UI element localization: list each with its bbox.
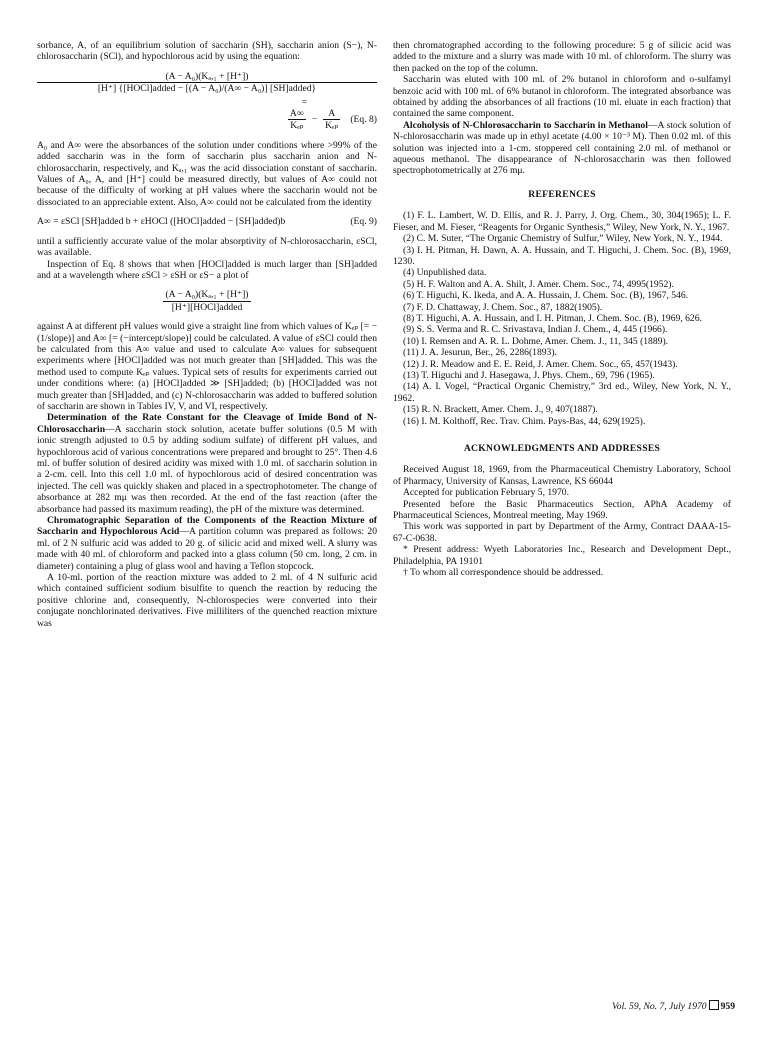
eq8-rhs2-num: A	[323, 108, 340, 120]
paragraph: until a sufficiently accurate value of the molar absorptivity of N-chlorosaccharin, εSCl, was available.	[37, 235, 377, 259]
reference-item: (6) T. Higuchi, K. Ikeda, and A. A. Hussain, J. Chem. Soc. (B), 1967, 546.	[403, 290, 689, 302]
equation-8	[37, 71, 377, 132]
eq8-label: (Eq. 8)	[350, 114, 377, 126]
right-column	[393, 40, 731, 578]
reference-item: (13) T. Higuchi and J. Hasegawa, J. Phys. Chem., 69, 796 (1965).	[403, 369, 655, 381]
reference-item: (14) A. I. Vogel, “Practical Organic Chemistry,” 3rd ed., Wiley, New York, N. Y., 1962.	[393, 381, 731, 404]
paragraph-body: —A saccharin stock solution, acetate buffer solutions (0.5 M with ionic strength adjusted to 0.5 by adding sodium sulfate) of different pH values, and hypochlorous acid of various concentrations were prepared and brought to 25°. Then 4.6 ml. of buffer solution of desired acidity was mixed with 1.0 ml. of saccharin solution in a 2-cm. cell. Into this cell 1.0 ml. of hypochlorous acid of desired concentration was injected. The cell was quickly shaken and placed in a spectrophotometer. The change of absorbance at 282 mμ was then recorded. At the end of the fast reaction (after the absorbance had passed its maximum reading), the pH of the mixture was determined.	[37, 423, 377, 515]
ack-item: Received August 18, 1969, from the Pharmaceutical Chemistry Laboratory, School of Pharmacy, University of Kansas, Lawrence, KS 66044	[393, 464, 731, 487]
eq8-numerator: (A − A₀)(Kₐ,₁ + [H⁺])	[37, 71, 377, 83]
paragraph: then chromatographed according to the following procedure: 5 g of silicic acid was added to the mixture and a slurry was made with 10 ml. of chloroform. The slurry was then packed on the top of the column.	[393, 40, 731, 74]
page-number: 959	[720, 1001, 735, 1012]
equation-plot	[37, 289, 377, 313]
eq8-rhs	[37, 97, 377, 108]
eq8-rhs-row	[37, 108, 377, 132]
eq9-body: A∞ = εSCl [SH]added b + εHOCl ([HOCl]added − [SH]added)b	[37, 216, 286, 228]
reference-item: (15) R. N. Brackett, Amer. Chem. J., 9, 407(1887).	[403, 404, 598, 416]
eq8-lhs-fraction	[37, 71, 377, 95]
eq8-rhs1-den: Kₑₚ	[290, 120, 304, 132]
eqplot-fraction	[163, 289, 250, 313]
reference-item: (11) J. A. Jesurun, Ber., 26, 2286(1893).	[403, 347, 557, 359]
reference-item: (8) T. Higuchi, A. A. Hussain, and I. H. Pitman, J. Chem. Soc. (B), 1969, 626.	[403, 312, 702, 324]
ack-item: † To whom all correspondence should be addressed.	[403, 567, 604, 579]
ack-item: This work was supported in part by Department of the Army, Contract DAAA-15-67-C-0638.	[393, 521, 731, 544]
paragraph: A₀ and A∞ were the absorbances of the solution under conditions where >99% of the added saccharin was in the form of saccharin plus saccharin anion and N-chlorosaccharin, respectively, and Kₐ,₁ was the acid dissociation constant of saccharin. Values of A₀, A, and [H⁺] could be measured directly, but values of A∞ could not because of the difficulty of working at pH values where the saccharin would not be dissociated to an appreciable extent. Also, A∞ could not be calculated from the identity	[37, 139, 377, 208]
reference-item: (10) I. Remsen and A. R. L. Dohme, Amer. Chem. J., 11, 345 (1889).	[403, 335, 669, 347]
left-column	[37, 40, 377, 629]
paragraph: A 10-ml. portion of the reaction mixture was added to 2 ml. of 4 N sulfuric acid which contained sufficient sodium bisulfite to quench the reaction by reducing the positive chlorine and, consequently, N-chlorospecies were converted into their conjugate nonchlorinated derivatives. Five milliliters of the quenched reaction mixture was	[37, 572, 377, 629]
paragraph	[37, 515, 377, 572]
reference-item: (5) H. F. Walton and A. A. Shilt, J. Amer. Chem. Soc., 74, 4995(1952).	[403, 278, 674, 290]
eq8-minus: −	[311, 114, 318, 126]
eq8-rhs-frac1	[288, 108, 306, 132]
eq8-rhs-frac2	[323, 108, 340, 132]
reference-item: (16) I. M. Kolthoff, Rec. Trav. Chim. Pays-Bas, 44, 629(1925).	[403, 415, 646, 427]
reference-item: (3) I. H. Pitman, H. Dawn, A. A. Hussain, and T. Higuchi, J. Chem. Soc. (B), 1969, 1230.	[393, 244, 731, 267]
references-list	[393, 210, 731, 427]
eq8-rhs1-num: A∞	[289, 108, 304, 120]
section-heading: Alcoholysis of N-Chlorosaccharin to Saccharin in Methanol	[403, 119, 648, 131]
reference-item: (4) Unpublished data.	[403, 267, 487, 279]
ack-item: Accepted for publication February 5, 1970.	[403, 487, 569, 499]
acknowledgments-heading: ACKNOWLEDGMENTS AND ADDRESSES	[463, 443, 661, 454]
reference-item: (7) F. D. Chattaway, J. Chem. Soc., 87, 1882(1905).	[403, 301, 603, 313]
paragraph: Inspection of Eq. 8 shows that when [HOCl]added is much larger than [SH]added and at a wavelength where εSCl > εSH or εS− a plot of	[37, 258, 377, 281]
section-heading: Determination of the Rate Constant for the Cleavage of Imide Bond of N-Chlorosaccharin	[37, 412, 377, 435]
ack-item: Presented before the Basic Pharmaceutics Section, APhA Academy of Pharmaceutical Sciences, Montreal meeting, May 1969.	[393, 498, 731, 522]
references-heading: REFERENCES	[528, 188, 596, 200]
paragraph: sorbance, A, of an equilibrium solution of saccharin (SH), saccharin anion (S−), N-chlorosaccharin (SCl), and hypochlorous acid by using the equation:	[37, 40, 377, 63]
eq9-label: (Eq. 9)	[350, 216, 377, 228]
paragraph: Saccharin was eluted with 100 ml. of 2% butanol in chloroform and o-sulfamyl benzoic acid with 100 ml. of 6% butanol in chloroform. The integrated absorbance was obtained by adding the absorbances of all fractions (10 ml. eluate in each fraction) that contained the same component.	[393, 74, 731, 120]
eqplot-denominator: [H⁺][HOCl]added	[171, 301, 243, 313]
reference-item: (9) S. S. Verma and R. C. Srivastava, Indian J. Chem., 4, 445 (1966).	[403, 324, 668, 336]
section-heading: Chromatographic Separation of the Components of the Reaction Mixture of Saccharin and Hypochlorous Acid	[37, 515, 377, 538]
reference-item: (1) F. L. Lambert, W. D. Ellis, and R. J. Parry, J. Org. Chem., 30, 304(1965); L. F. Fieser, and M. Fieser, “Reagents for Organic Synthesis,” Wiley, New York, N. Y., 1967.	[393, 210, 731, 233]
reference-item: (2) C. M. Suter, “The Organic Chemistry of Sulfur,” Wiley, New York, N. Y., 1944.	[403, 233, 723, 245]
acknowledgments-list	[393, 464, 731, 578]
ack-item: * Present address: Wyeth Laboratories Inc., Research and Development Dept., Philadelphia, PA 19101	[393, 544, 731, 567]
paragraph-body: —A stock solution of N-chlorosaccharin was made up in ethyl acetate (4.00 × 10⁻³ M). Then 0.02 ml. of this solution was injected into a 1-cm. stoppered cell containing 2.0 ml. of methanol or aqueous methanol. The disappearance of N-chlorosaccharin was then followed spectrophotometrically at 276 mμ.	[393, 119, 731, 177]
eqplot-numerator: (A − A₀)(Kₐ,₁ + [H⁺])	[165, 289, 249, 301]
page-footer	[555, 1000, 735, 1012]
equation-9	[37, 216, 377, 227]
paragraph-body: —A partition column was prepared as follows: 20 ml. of 2 N sulfuric acid was added to 20 g. of silicic acid and mixed well. A slurry was made with 40 ml. of chloroform and packed into a glass column (50 cm. long, 2 cm. in diameter) containing a plug of glass wool and having a Teflon stopcock.	[37, 526, 377, 572]
paragraph: against A at different pH values would give a straight line from which values of Kₑₚ [= − (1/slope)] and A∞ [= (−intercept/slope)] could be calculated. A value of εSCl could then be calculated from this A∞ value and used to calculate A∞ values for subsequent experiments where [HOCl]added was not much greater than [SH]added. This was the method used to compute Kₑₚ values. Typical sets of results for experiments carried out under conditions where: (a) [HOCl]added ≫ [SH]added; (b) [HOCl]added was not much greater than [SH]added, and (c) N-chlorosaccharin was added to buffered solution of saccharin are shown in Tables IV, V, and VI, respectively.	[37, 321, 377, 412]
eq8-rhs2-den: Kₑₚ	[325, 120, 339, 132]
paragraph	[393, 120, 731, 177]
eq8-denominator: [H⁺] {[HOCl]added − [(A − A₀)/(A∞ − A₀)] [SH]added}	[97, 83, 317, 95]
square-icon	[709, 1000, 719, 1010]
paragraph	[37, 412, 377, 515]
journal-issue: Vol. 59, No. 7, July 1970	[612, 1001, 707, 1012]
reference-item: (12) J. R. Meadow and E. E. Reid, J. Amer. Chem. Soc., 65, 457(1943).	[403, 358, 678, 370]
eq8-equals: =	[301, 96, 307, 108]
